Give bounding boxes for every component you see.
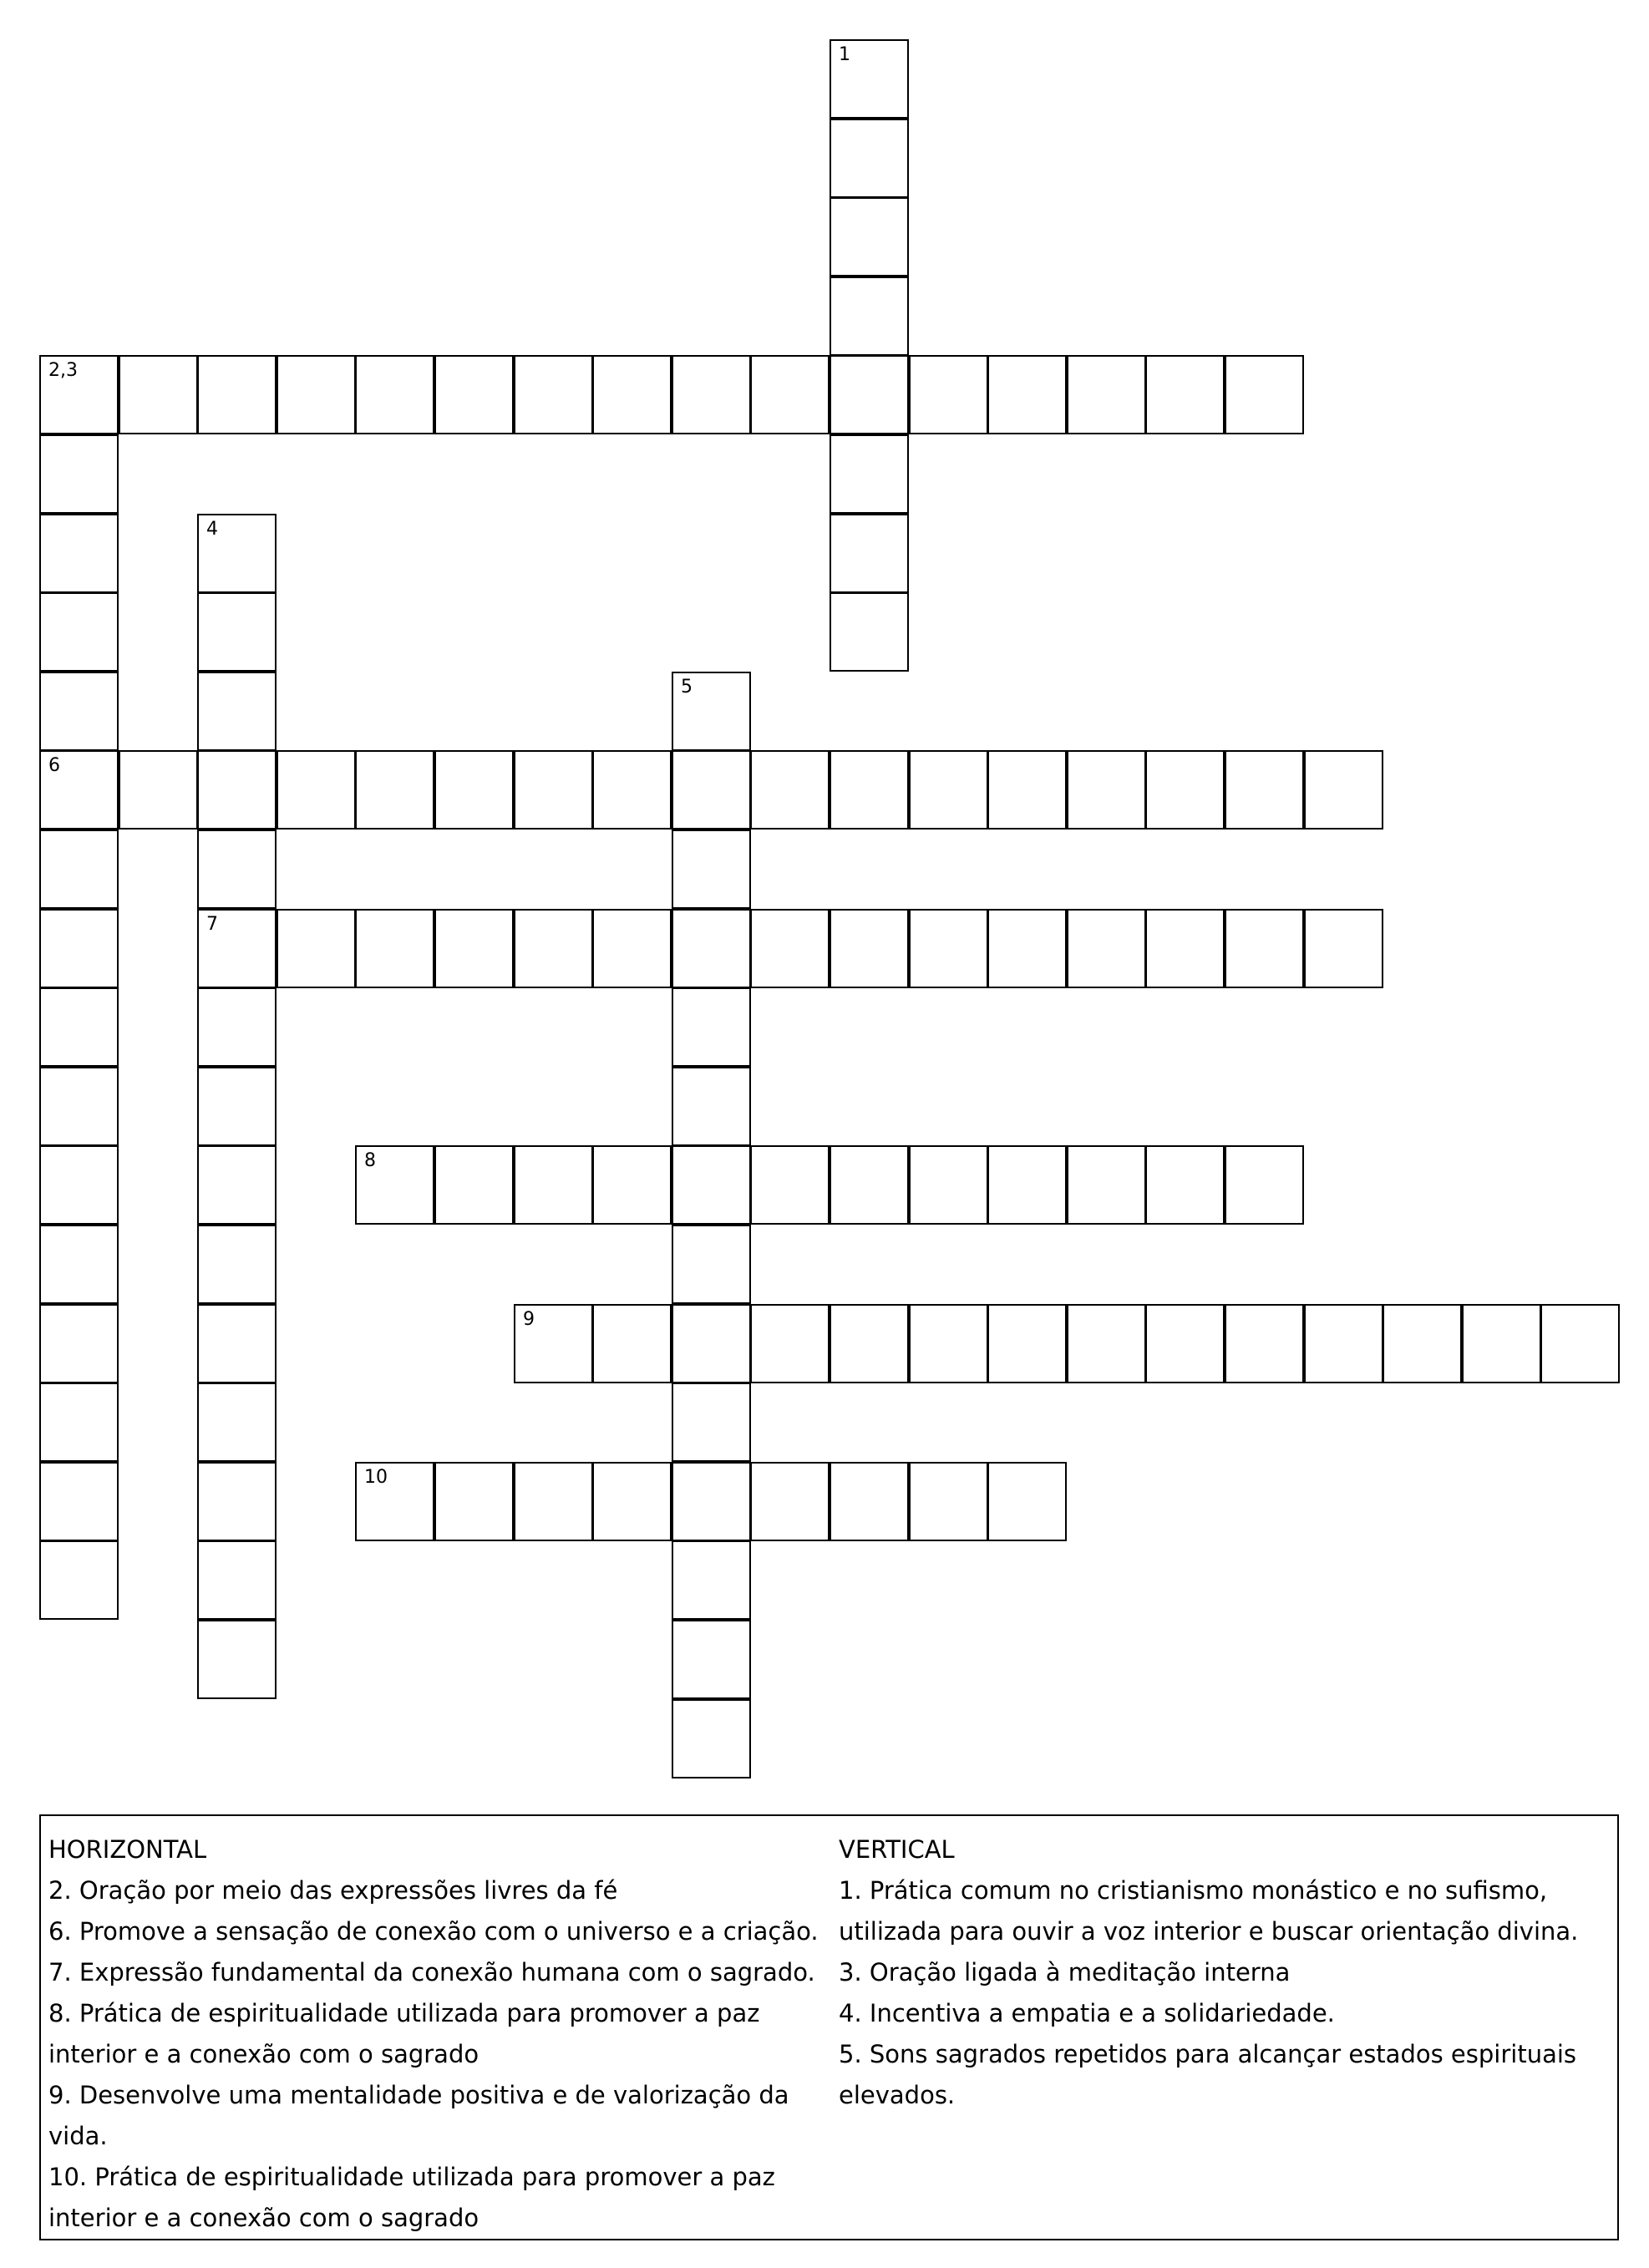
grid-cell[interactable]	[909, 909, 988, 988]
grid-cell[interactable]	[277, 355, 356, 434]
grid-cell[interactable]	[197, 909, 277, 988]
grid-cell[interactable]	[197, 514, 277, 593]
grid-cell[interactable]	[39, 909, 119, 988]
grid-cell[interactable]	[355, 909, 434, 988]
grid-cell[interactable]	[39, 830, 119, 909]
grid-cell[interactable]	[830, 1304, 909, 1383]
grid-cell[interactable]	[672, 1067, 751, 1146]
clues-box	[39, 1814, 1619, 2240]
clue-number: 7	[206, 914, 218, 935]
grid-cell[interactable]	[1304, 1304, 1383, 1383]
grid-cell[interactable]	[1145, 750, 1225, 830]
vertical-clue-1: 1. Prática comum no cristianismo monástico e no sufismo, utilizada para ouvir a voz interior e buscar orientação divina.	[839, 1876, 1579, 1946]
grid-cell[interactable]	[830, 39, 909, 119]
grid-cell[interactable]	[830, 277, 909, 356]
grid-cell[interactable]	[672, 830, 751, 909]
grid-cell[interactable]	[197, 1540, 277, 1620]
grid-cell[interactable]	[987, 909, 1067, 988]
grid-cell[interactable]	[197, 1225, 277, 1304]
horizontal-clue-6: 6. Promove a sensação de conexão com o universo e a criação.	[48, 1917, 819, 1946]
grid-cell[interactable]	[592, 909, 672, 988]
grid-cell[interactable]	[830, 119, 909, 198]
grid-cell[interactable]	[750, 909, 830, 988]
clue-number: 10	[364, 1467, 388, 1488]
grid-cell[interactable]	[830, 197, 909, 277]
grid-cell[interactable]	[1067, 1145, 1146, 1225]
grid-cell[interactable]	[987, 1304, 1067, 1383]
grid-cell[interactable]	[434, 909, 514, 988]
grid-cell[interactable]	[909, 750, 988, 830]
grid-cell[interactable]	[39, 592, 119, 672]
grid-cell[interactable]	[1225, 1145, 1304, 1225]
grid-cell[interactable]	[514, 1145, 593, 1225]
grid-cell[interactable]	[672, 1620, 751, 1699]
grid-cell[interactable]	[672, 1699, 751, 1778]
vertical-clues	[839, 1829, 1616, 2116]
grid-cell[interactable]	[119, 355, 198, 434]
grid-cell[interactable]	[514, 1462, 593, 1541]
grid-cell[interactable]	[39, 1462, 119, 1541]
grid-cell[interactable]	[1304, 909, 1383, 988]
grid-cell[interactable]	[197, 987, 277, 1067]
grid-cell[interactable]	[830, 750, 909, 830]
grid-cell[interactable]	[672, 1540, 751, 1620]
grid-cell[interactable]	[1145, 1145, 1225, 1225]
grid-cell[interactable]	[39, 1225, 119, 1304]
grid-cell[interactable]	[39, 1383, 119, 1462]
grid-cell[interactable]	[1145, 909, 1225, 988]
grid-cell[interactable]	[1067, 750, 1146, 830]
horizontal-heading: HORIZONTAL	[48, 1835, 207, 1864]
horizontal-clue-10: 10. Prática de espiritualidade utilizada para promover a paz interior e a conexão com o sagrado	[48, 2163, 775, 2232]
grid-cell[interactable]	[1225, 750, 1304, 830]
grid-cell[interactable]	[39, 1145, 119, 1225]
grid-cell[interactable]	[672, 1462, 751, 1541]
grid-cell[interactable]	[355, 1462, 434, 1541]
grid-cell[interactable]	[592, 750, 672, 830]
grid-cell[interactable]	[987, 355, 1067, 434]
grid-cell[interactable]	[750, 1462, 830, 1541]
grid-cell[interactable]	[830, 1462, 909, 1541]
grid-cell[interactable]	[514, 750, 593, 830]
grid-cell[interactable]	[987, 750, 1067, 830]
horizontal-clue-2: 2. Oração por meio das expressões livres da fé	[48, 1876, 618, 1905]
grid-cell[interactable]	[1067, 909, 1146, 988]
grid-cell[interactable]	[197, 1383, 277, 1462]
grid-cell[interactable]	[197, 1145, 277, 1225]
grid-cell[interactable]	[672, 909, 751, 988]
grid-cell[interactable]	[672, 672, 751, 751]
grid-cell[interactable]	[1145, 355, 1225, 434]
grid-cell[interactable]	[909, 355, 988, 434]
vertical-clue-3: 3. Oração ligada à meditação interna	[839, 1958, 1291, 1986]
grid-cell[interactable]	[39, 750, 119, 830]
grid-cell[interactable]	[672, 1225, 751, 1304]
grid-cell[interactable]	[39, 1067, 119, 1146]
grid-cell[interactable]	[277, 750, 356, 830]
clue-number: 1	[839, 44, 850, 65]
grid-cell[interactable]	[1540, 1304, 1620, 1383]
grid-cell[interactable]	[1225, 909, 1304, 988]
grid-cell[interactable]	[592, 1462, 672, 1541]
grid-cell[interactable]	[830, 1145, 909, 1225]
grid-cell[interactable]	[197, 355, 277, 434]
grid-cell[interactable]	[750, 1304, 830, 1383]
grid-cell[interactable]	[830, 355, 909, 434]
grid-cell[interactable]	[750, 1145, 830, 1225]
grid-cell[interactable]	[355, 750, 434, 830]
grid-cell[interactable]	[197, 592, 277, 672]
grid-cell[interactable]	[355, 355, 434, 434]
grid-cell[interactable]	[39, 355, 119, 434]
grid-cell[interactable]	[1304, 750, 1383, 830]
grid-cell[interactable]	[39, 987, 119, 1067]
grid-cell[interactable]	[434, 355, 514, 434]
grid-cell[interactable]	[197, 672, 277, 751]
grid-cell[interactable]	[197, 1304, 277, 1383]
grid-cell[interactable]	[277, 909, 356, 988]
grid-cell[interactable]	[830, 434, 909, 514]
grid-cell[interactable]	[672, 1383, 751, 1462]
grid-cell[interactable]	[514, 1304, 593, 1383]
grid-cell[interactable]	[750, 355, 830, 434]
grid-cell[interactable]	[39, 1540, 119, 1620]
grid-cell[interactable]	[1145, 1304, 1225, 1383]
clue-number: 6	[48, 755, 60, 776]
grid-cell[interactable]	[1383, 1304, 1462, 1383]
grid-cell[interactable]	[197, 830, 277, 909]
grid-cell[interactable]	[434, 1145, 514, 1225]
grid-cell[interactable]	[909, 1462, 988, 1541]
grid-cell[interactable]	[909, 1304, 988, 1383]
grid-cell[interactable]	[1067, 1304, 1146, 1383]
grid-cell[interactable]	[1462, 1304, 1541, 1383]
grid-cell[interactable]	[197, 750, 277, 830]
grid-cell[interactable]	[514, 355, 593, 434]
vertical-clue-5: 5. Sons sagrados repetidos para alcançar estados espirituais elevados.	[839, 2040, 1577, 2109]
grid-cell[interactable]	[197, 1620, 277, 1699]
grid-cell[interactable]	[987, 1145, 1067, 1225]
horizontal-clue-7: 7. Expressão fundamental da conexão humana com o sagrado.	[48, 1958, 815, 1986]
grid-cell[interactable]	[1067, 355, 1146, 434]
clue-number: 2,3	[48, 360, 78, 381]
grid-cell[interactable]	[39, 672, 119, 751]
grid-cell[interactable]	[592, 355, 672, 434]
grid-cell[interactable]	[672, 355, 751, 434]
clue-number: 9	[523, 1309, 535, 1330]
grid-cell[interactable]	[434, 1462, 514, 1541]
clue-number: 5	[681, 677, 693, 698]
vertical-clue-4: 4. Incentiva a empatia e a solidariedade.	[839, 1999, 1335, 2027]
horizontal-clue-8: 8. Prática de espiritualidade utilizada para promover a paz interior e a conexão com o sagrado	[48, 1999, 760, 2068]
horizontal-clues	[48, 1829, 850, 2239]
grid-cell[interactable]	[1225, 355, 1304, 434]
grid-cell[interactable]	[830, 592, 909, 672]
grid-cell[interactable]	[672, 987, 751, 1067]
clue-number: 4	[206, 519, 218, 540]
grid-cell[interactable]	[592, 1145, 672, 1225]
grid-cell[interactable]	[39, 1304, 119, 1383]
grid-cell[interactable]	[514, 909, 593, 988]
grid-cell[interactable]	[434, 750, 514, 830]
vertical-heading: VERTICAL	[839, 1835, 955, 1864]
grid-cell[interactable]	[1225, 1304, 1304, 1383]
horizontal-clue-9: 9. Desenvolve uma mentalidade positiva e de valorização da vida.	[48, 2081, 789, 2150]
grid-cell[interactable]	[987, 1462, 1067, 1541]
grid-cell[interactable]	[672, 750, 751, 830]
grid-cell[interactable]	[119, 750, 198, 830]
grid-cell[interactable]	[39, 434, 119, 514]
grid-cell[interactable]	[197, 1067, 277, 1146]
grid-cell[interactable]	[750, 750, 830, 830]
grid-cell[interactable]	[830, 909, 909, 988]
grid-cell[interactable]	[672, 1304, 751, 1383]
grid-cell[interactable]	[909, 1145, 988, 1225]
grid-cell[interactable]	[355, 1145, 434, 1225]
clue-number: 8	[364, 1150, 376, 1171]
grid-cell[interactable]	[197, 1462, 277, 1541]
grid-cell[interactable]	[672, 1145, 751, 1225]
grid-cell[interactable]	[830, 514, 909, 593]
grid-cell[interactable]	[39, 514, 119, 593]
grid-cell[interactable]	[592, 1304, 672, 1383]
